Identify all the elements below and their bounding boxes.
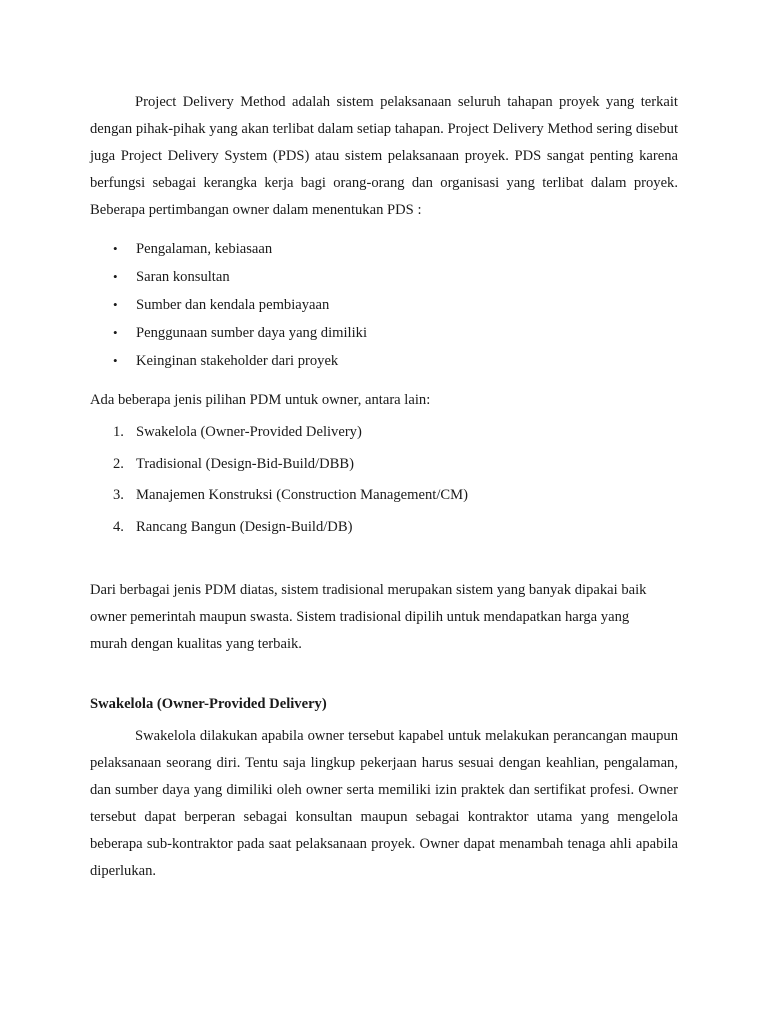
section-paragraph: Swakelola dilakukan apabila owner tersebut kapabel untuk melakukan perancangan maupun pelaksanaan seorang diri. Tentu saja lingkup pekerjaan harus sesuai dengan keahlian, pengalaman, dan sumber daya yang dimiliki oleh owner serta memiliki izin praktek dan sertifikat profesi. Owner tersebut dapat berperan sebagai konsultan maupun sebagai kontraktor utama yang mengelola beberapa sub-kontraktor pada saat pelaksanaan proyek. Owner dapat menambah tenaga ahli apabila diperlukan. (90, 728, 678, 879)
list-number: 1. (113, 424, 124, 440)
section-heading: Swakelola (Owner-Provided Delivery) (90, 696, 327, 712)
numbered-item-text: Manajemen Konstruksi (Construction Management/CM) (136, 487, 468, 503)
bullet-item-text: Keinginan stakeholder dari proyek (136, 353, 339, 369)
list-number: 4. (113, 519, 124, 535)
bullet-marker: • (113, 325, 118, 340)
bullet-item-text: Penggunaan sumber daya yang dimiliki (136, 325, 368, 341)
bullet-marker: • (113, 241, 118, 256)
bullet-item-text: Pengalaman, kebiasaan (136, 241, 273, 257)
intro-paragraph: Project Delivery Method adalah sistem pelaksanaan seluruh tahapan proyek yang terkait dengan pihak-pihak yang akan terlibat dalam setiap tahapan. Project Delivery Method sering disebut juga Project Delivery System (PDS) atau sistem pelaksanaan proyek. PDS sangat penting karena berfungsi sebagai kerangka kerja bagi orang-orang dan organisasi yang terlibat dalam proyek. Beberapa pertimbangan owner dalam menentukan PDS : (90, 94, 678, 218)
numbered-item-text: Swakelola (Owner-Provided Delivery) (136, 424, 362, 440)
options-intro-text: Ada beberapa jenis pilihan PDM untuk owner, antara lain: (90, 392, 431, 408)
list-number: 2. (113, 456, 124, 472)
bullet-marker: • (113, 353, 118, 368)
bullet-item-text: Saran konsultan (136, 269, 230, 285)
summary-paragraph: Dari berbagai jenis PDM diatas, sistem tradisional merupakan sistem yang banyak dipakai baik owner pemerintah maupun swasta. Sistem tradisional dipilih untuk mendapatkan harga yang murah dengan kualitas yang terbaik. (90, 582, 647, 652)
list-number: 3. (113, 487, 124, 503)
bullet-marker: • (113, 297, 118, 312)
bullet-item-text: Sumber dan kendala pembiayaan (136, 297, 330, 313)
bullet-marker: • (113, 269, 118, 284)
numbered-item-text: Tradisional (Design-Bid-Build/DBB) (136, 456, 354, 472)
numbered-item-text: Rancang Bangun (Design-Build/DB) (136, 519, 353, 535)
